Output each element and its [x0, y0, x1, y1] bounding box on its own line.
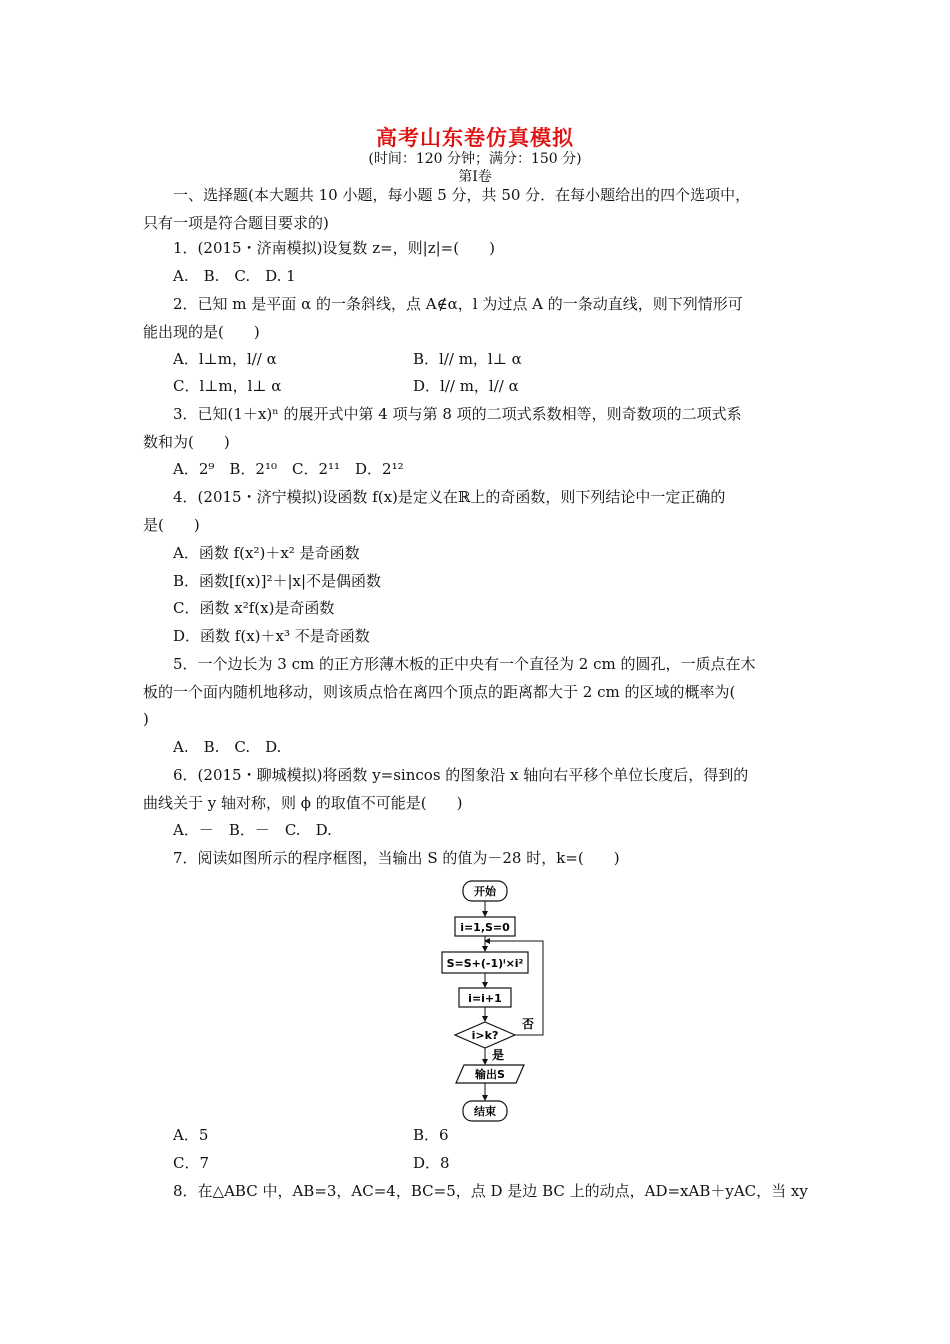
page-title: 高考山东卷仿真模拟 — [376, 125, 574, 150]
flowchart-yes-label: 是 — [492, 1048, 505, 1062]
flowchart-end-label: 结束 — [474, 1105, 496, 1118]
question-6-options: A．－ B．－ C. D. — [173, 821, 332, 839]
flowchart-init-label: i=1,S=0 — [460, 921, 510, 934]
section-heading: 第Ⅰ卷 — [458, 169, 492, 185]
exam-info: (时间：120 分钟；满分：150 分) — [368, 151, 582, 167]
question-2-option-c: C．l⊥m，l⊥ α — [173, 377, 282, 395]
question-8-stem: 8．在△ABC 中，AB=3，AC=4，BC=5，点 D 是边 BC 上的动点，AD=xAB＋yAC，当 xy — [173, 1182, 808, 1200]
flowchart-start-label: 开始 — [474, 885, 496, 898]
question-4-stem: 是( ) — [143, 516, 200, 534]
question-5-stem: 5．一个边长为 3 cm 的正方形薄木板的正中央有一个直径为 2 cm 的圆孔，一质点在木 — [173, 655, 756, 673]
flowchart-condition-label: i>k? — [471, 1029, 499, 1042]
flowchart-no-label: 否 — [522, 1017, 535, 1031]
question-1-options: A. B. C. D. 1 — [173, 267, 296, 285]
question-2-stem: 2．已知 m 是平面 α 的一条斜线，点 A∉α，l 为过点 A 的一条动直线，则下列情形可 — [173, 295, 743, 313]
question-4-option-a: A．函数 f(x²)＋x² 是奇函数 — [173, 544, 360, 562]
question-4-option-c: C．函数 x²f(x)是奇函数 — [173, 599, 335, 617]
question-4-option-b: B．函数[f(x)]²＋|x|不是偶函数 — [173, 572, 382, 590]
question-5-options: A. B. C. D. — [173, 738, 282, 756]
question-3-stem: 数和为( ) — [143, 433, 230, 451]
question-1-stem: 1．(2015・济南模拟)设复数 z=，则|z|=( ) — [173, 239, 495, 257]
question-4-stem: 4．(2015・济宁模拟)设函数 f(x)是定义在ℝ上的奇函数，则下列结论中一定正确的 — [173, 488, 726, 506]
question-5-stem: ) — [143, 710, 149, 728]
question-2-option-d: D．l// m，l// α — [413, 377, 519, 395]
question-3-options: A．2⁹ B．2¹⁰ C．2¹¹ D．2¹² — [173, 460, 404, 478]
question-7-option-b: B．6 — [413, 1126, 449, 1144]
question-7-option-a: A．5 — [173, 1126, 209, 1144]
question-2-stem: 能出现的是( ) — [143, 323, 260, 341]
instructions-line: 一、选择题(本大题共 10 小题，每小题 5 分，共 50 分．在每小题给出的四个选项中， — [173, 186, 751, 204]
question-3-stem: 3．已知(1＋x)ⁿ 的展开式中第 4 项与第 8 项的二项式系数相等，则奇数项的二项式系 — [173, 405, 742, 423]
question-6-stem: 曲线关于 y 轴对称，则 ϕ 的取值不可能是( ) — [143, 794, 463, 812]
question-7-stem: 7．阅读如图所示的程序框图，当输出 S 的值为－28 时，k=( ) — [173, 849, 620, 867]
question-2-option-b: B．l// m，l⊥ α — [413, 350, 522, 368]
flowchart-increment-label: i=i+1 — [468, 992, 502, 1005]
flowchart-update-label: S=S+(-1)ⁱ×i² — [446, 957, 524, 970]
question-4-option-d: D．函数 f(x)＋x³ 不是奇函数 — [173, 627, 370, 645]
question-7-option-d: D．8 — [413, 1154, 450, 1172]
question-6-stem: 6．(2015・聊城模拟)将函数 y=sincos 的图象沿 x 轴向右平移个单位长度后，得到的 — [173, 766, 749, 784]
question-5-stem: 板的一个面内随机地移动，则该质点恰在离四个顶点的距离都大于 2 cm 的区域的概率为( — [143, 683, 736, 701]
instructions-line: 只有一项是符合题目要求的) — [143, 214, 329, 232]
program-flowchart — [430, 876, 560, 1130]
flowchart-output-label: 输出S — [475, 1068, 505, 1081]
question-2-option-a: A．l⊥m，l// α — [173, 350, 277, 368]
question-7-option-c: C．7 — [173, 1154, 210, 1172]
